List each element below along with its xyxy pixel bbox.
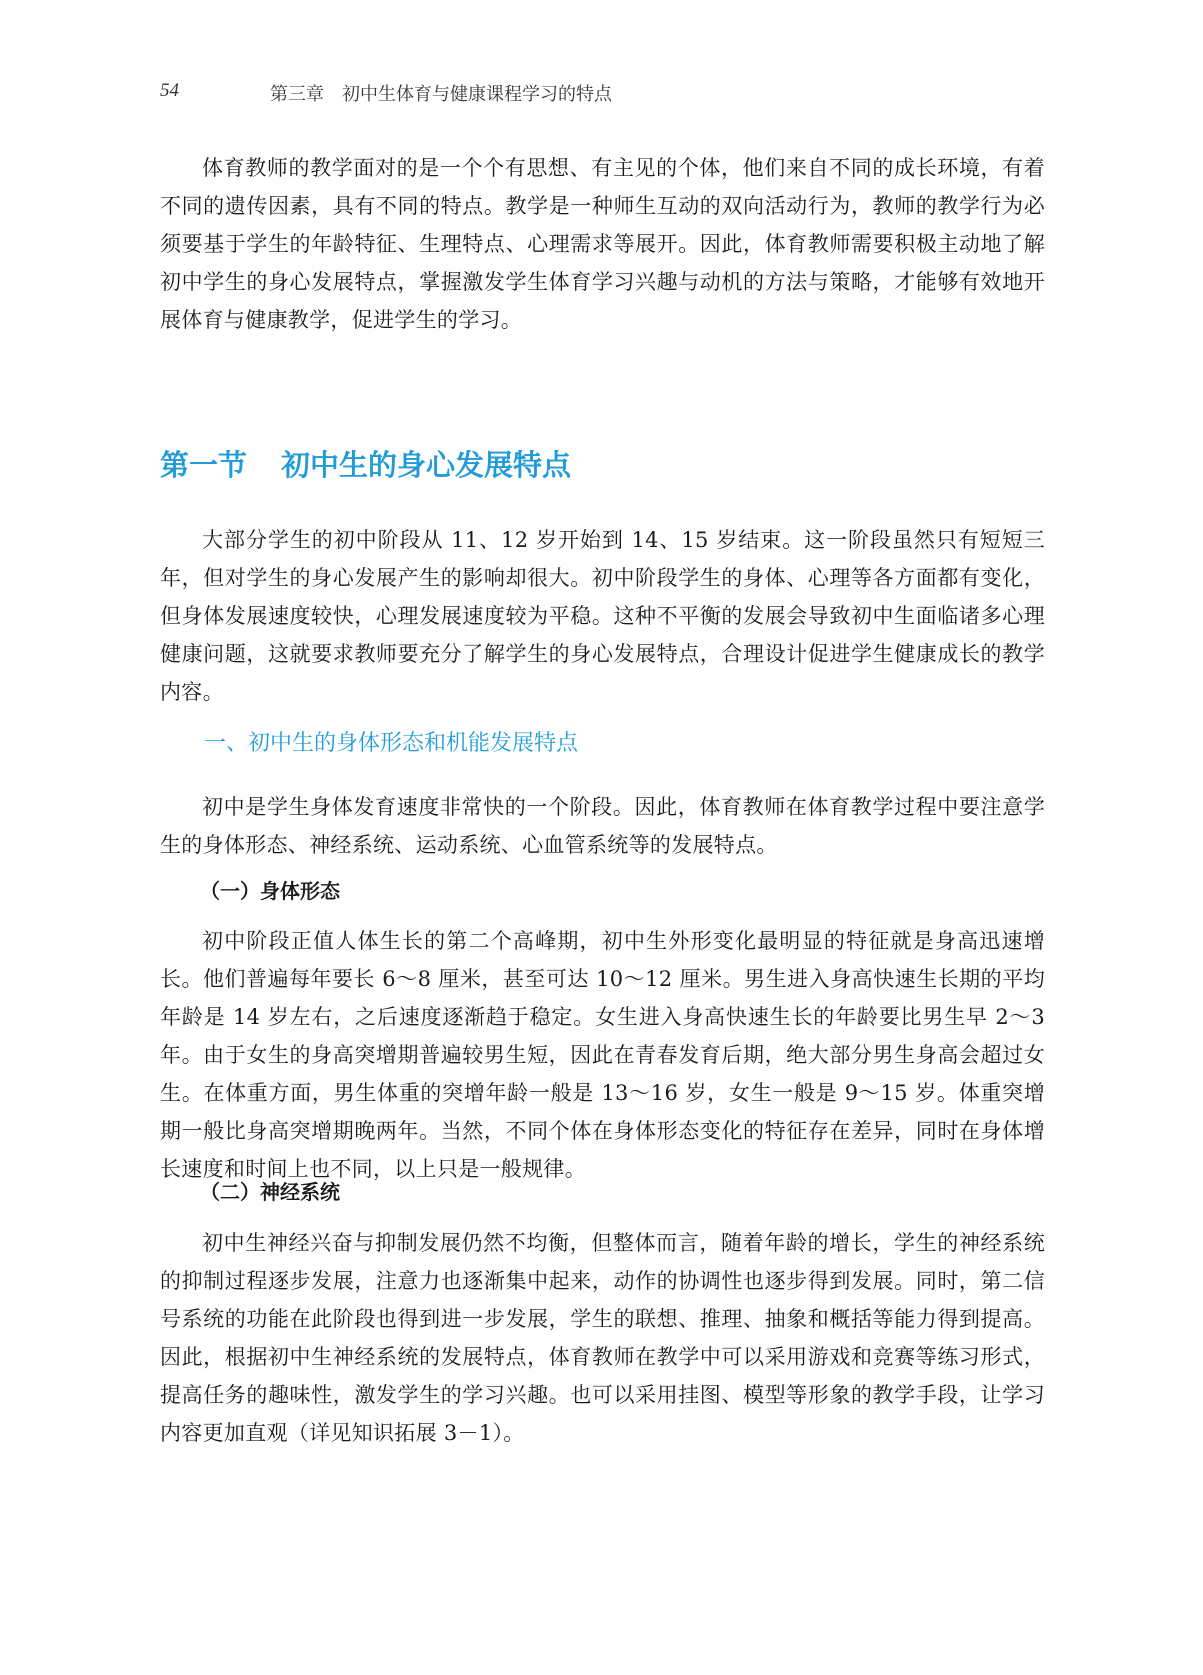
item-paragraph-body-shape: 初中阶段正值人体生长的第二个高峰期，初中生外形变化最明显的特征就是身高迅速增长。他们普遍每年要长 6～8 厘米，甚至可达 10～12 厘米。男生进入身高快速生长期的平均年龄是 14 岁左右，之后速度逐渐趋于稳定。女生进入身高快速生长的年龄要比男生早 2～3 年。由于女生的身高突增期普遍较男生短，因此在青春发育后期，绝大部分男生身高会超过女生。在体重方面，男生体重的突增年龄一般是 13～16 岁，女生一般是 9～15 岁。体重突增期一般比身高突增期晚两年。当然，不同个体在身体形态变化的特征存在差异，同时在身体增长速度和时间上也不同，以上只是一般规律。 bbox=[160, 929, 1045, 1181]
item-paragraph-nervous-system: 初中生神经兴奋与抑制发展仍然不均衡，但整体而言，随着年龄的增长，学生的神经系统的抑制过程逐步发展，注意力也逐渐集中起来，动作的协调性也逐步得到发展。同时，第二信号系统的功能在此阶段也得到进一步发展，学生的联想、推理、抽象和概括等能力得到提高。因此，根据初中生神经系统的发展特点，体育教师在教学中可以采用游戏和竞赛等练习形式，提高任务的趣味性，激发学生的学习兴趣。也可以采用挂图、模型等形象的教学手段，让学习内容更加直观（详见知识拓展 3－1）。 bbox=[160, 1231, 1045, 1445]
section-paragraph: 大部分学生的初中阶段从 11、12 岁开始到 14、15 岁结束。这一阶段虽然只有短短三年，但对学生的身心发展产生的影响却很大。初中阶段学生的身体、心理等各方面都有变化，但身体发展速度较快，心理发展速度较为平稳。这种不平衡的发展会导致初中生面临诸多心理健康问题，这就要求教师要充分了解学生的身心发展特点，合理设计促进学生健康成长的教学内容。 bbox=[160, 528, 1045, 704]
subsection-paragraph: 初中是学生身体发育速度非常快的一个阶段。因此，体育教师在体育教学过程中要注意学生的身体形态、神经系统、运动系统、心血管系统等的发展特点。 bbox=[160, 795, 1045, 857]
item-heading-nervous-system: （二）神经系统 bbox=[200, 1180, 340, 1204]
subsection-heading: 一、初中生的身体形态和机能发展特点 bbox=[204, 731, 579, 756]
section-number: 第一节 bbox=[160, 448, 248, 482]
section-title bbox=[160, 443, 571, 484]
intro-paragraph: 体育教师的教学面对的是一个个有思想、有主见的个体，他们来自不同的成长环境，有着不同的遗传因素，具有不同的特点。教学是一种师生互动的双向活动行为，教师的教学行为必须要基于学生的年龄特征、生理特点、心理需求等展开。因此，体育教师需要积极主动地了解初中学生的身心发展特点，掌握激发学生体育学习兴趣与动机的方法与策略，才能够有效地开展体育与健康教学，促进学生的学习。 bbox=[160, 156, 1045, 332]
chapter-title: 第三章 初中生体育与健康课程学习的特点 bbox=[270, 84, 612, 105]
section-title-text: 初中生的身心发展特点 bbox=[281, 448, 572, 482]
page-number: 54 bbox=[160, 80, 179, 101]
item-heading-body-shape: （一）身体形态 bbox=[200, 879, 340, 903]
